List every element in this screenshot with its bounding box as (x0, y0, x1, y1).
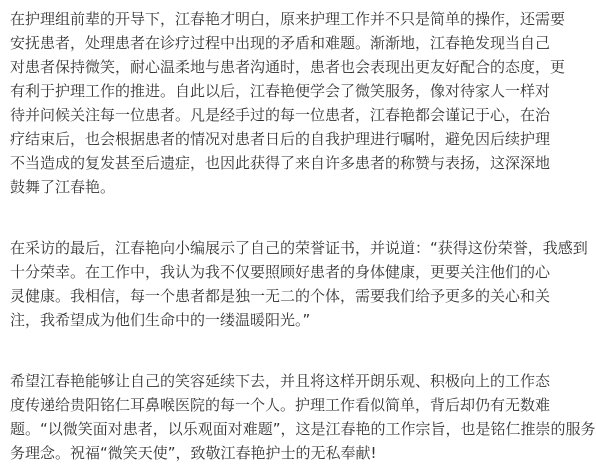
paragraph-line: 待并问候关注每一位患者。凡是经手过的每一位患者，江春艳都会谨记于心，在治 (10, 106, 551, 124)
paragraph-3 (10, 369, 596, 465)
paragraph-1 (10, 7, 565, 199)
paragraph-line: 鼓舞了江春艳。 (10, 178, 116, 196)
paragraph-line: 疗结束后，也会根据患者的情况对患者日后的自我护理进行嘱咐，避免因后续护理 (10, 130, 551, 148)
paragraph-line: 不当造成的复发甚至后遗症，也因此获得了来自许多患者的称赞与表扬，这深深地 (10, 154, 551, 172)
paragraph-line: 有利于护理工作的推进。自此以后，江春艳便学会了微笑服务，像对待家人一样对 (10, 82, 551, 100)
paragraph-line: 灵健康。我相信，每一个患者都是独一无二的个体，需要我们给予更多的关心和关 (10, 287, 551, 305)
paragraph-line: 务理念。祝福“微笑天使”，致敬江春艳护士的无私奉献! (10, 444, 377, 462)
paragraph-line: 在采访的最后，江春艳向小编展示了自己的荣誉证书，并说道：“获得这份荣誉，我感到 (10, 239, 588, 257)
paragraph-line: 对患者保持微笑，耐心温柔地与患者沟通时，患者也会表现出更友好配合的态度，更 (10, 58, 566, 76)
paragraph-line: 十分荣幸。在工作中，我认为我不仅要照顾好患者的身体健康，更要关注他们的心 (10, 263, 551, 281)
paragraph-line: 度传递给贵阳铭仁耳鼻喉医院的每一个人。护理工作看似简单，背后却仍有无数难 (10, 396, 551, 414)
paragraph-line: 注，我希望成为他们生命中的一缕温暖阳光。” (10, 311, 311, 329)
paragraph-line: 在护理组前辈的开导下，江春艳才明白，原来护理工作并不只是简单的操作，还需要 (10, 10, 566, 28)
paragraph-line: 安抚患者，处理患者在诊疗过程中出现的矛盾和难题。渐渐地，江春艳发现当自己 (10, 34, 551, 52)
paragraph-line: 希望江春艳能够让自己的笑容延续下去，并且将这样开朗乐观、积极向上的工作态 (10, 372, 551, 390)
paragraph-line: 题。“以微笑面对患者，以乐观面对难题”，这是江春艳的工作宗旨，也是铭仁推崇的服务 (10, 420, 596, 438)
paragraph-2 (10, 236, 588, 332)
